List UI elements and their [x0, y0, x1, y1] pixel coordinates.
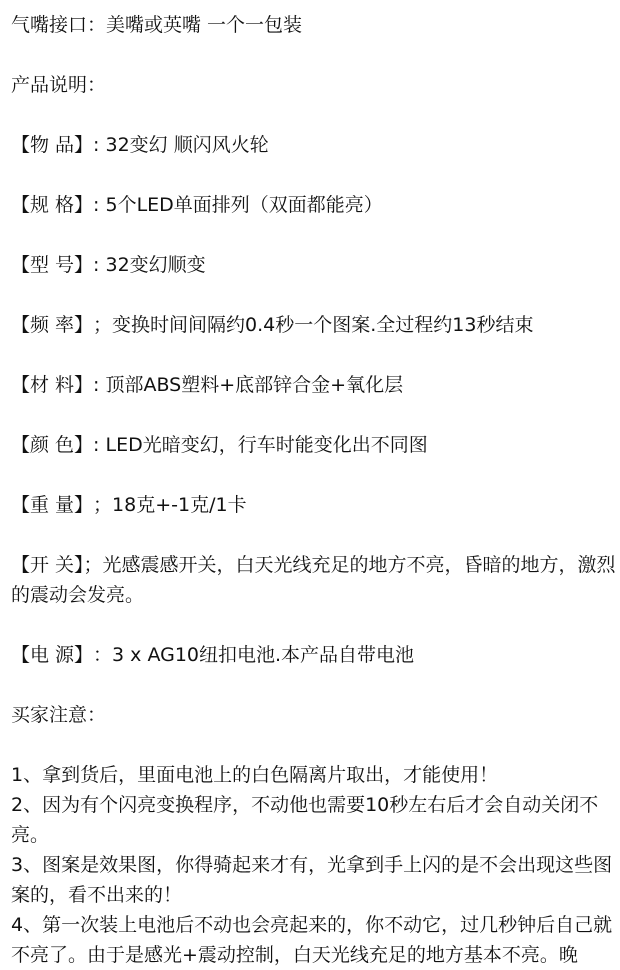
spec-material-label: 【材 料】 — [11, 374, 94, 396]
spec-item-row — [11, 130, 269, 160]
spec-frequency-label: 【频 率】 — [11, 314, 94, 336]
spec-weight-value: ；18克+-1克/1卡 — [93, 494, 247, 516]
spec-power-row — [11, 640, 414, 670]
spec-switch-row — [11, 550, 620, 610]
notice-item: 1、拿到货后，里面电池上的白色隔离片取出，才能使用！ — [11, 764, 499, 786]
spec-power-value: ：3 x AG10纽扣电池.本产品自带电池 — [93, 644, 415, 666]
spec-color-row — [11, 430, 428, 460]
notice-item: 2、因为有个闪亮变换程序，不动他也需要10秒左右后才会自动关闭不亮。 — [11, 794, 599, 846]
spec-switch-label: 【开 关】 — [11, 554, 84, 576]
spec-power-label: 【电 源】 — [11, 644, 94, 666]
spec-weight-row — [11, 490, 247, 520]
spec-size-label: 【规 格】 — [11, 194, 94, 216]
spec-weight-label: 【重 量】 — [11, 494, 94, 516]
notice-item: 3、图案是效果图，你得骑起来才有，光拿到手上闪的是不会出现这些图案的，看不出来的！ — [11, 854, 613, 906]
spec-size-row — [11, 190, 383, 220]
spec-material-row — [11, 370, 403, 400]
spec-switch-value: ；光感震感开关，白天光线充足的地方不亮，昏暗的地方，激烈的震动会发亮。 — [11, 554, 616, 606]
product-description-title: 产品说明： — [11, 74, 107, 96]
spec-color-label: 【颜 色】 — [11, 434, 94, 456]
spec-frequency-row — [11, 310, 533, 340]
spec-size-value: : 5个LED单面排列（双面都能亮） — [93, 194, 383, 216]
spec-model-label: 【型 号】 — [11, 254, 94, 276]
spec-item-label: 【物 品】 — [11, 134, 94, 156]
spec-model-value: : 32变幻顺变 — [93, 254, 206, 276]
spec-model-row — [11, 250, 206, 280]
spec-item-value: : 32变幻 顺闪风火轮 — [93, 134, 269, 156]
buyer-notice-title: 买家注意： — [11, 704, 107, 726]
spec-color-value: : LED光暗变幻，行车时能变化出不同图 — [93, 434, 428, 456]
spec-material-value: : 顶部ABS塑料+底部锌合金+氧化层 — [93, 374, 404, 396]
spec-frequency-value: ；变换时间间隔约0.4秒一个图案.全过程约13秒结束 — [93, 314, 534, 336]
valve-interface-line: 气嘴接口：美嘴或英嘴 一个一包装 — [11, 14, 303, 36]
notice-item: 4、第一次装上电池后不动也会亮起来的，你不动它，过几秒钟后自己就不亮了。由于是感光+震动控制，白天光线充足的地方基本不亮。晚 — [11, 914, 613, 966]
